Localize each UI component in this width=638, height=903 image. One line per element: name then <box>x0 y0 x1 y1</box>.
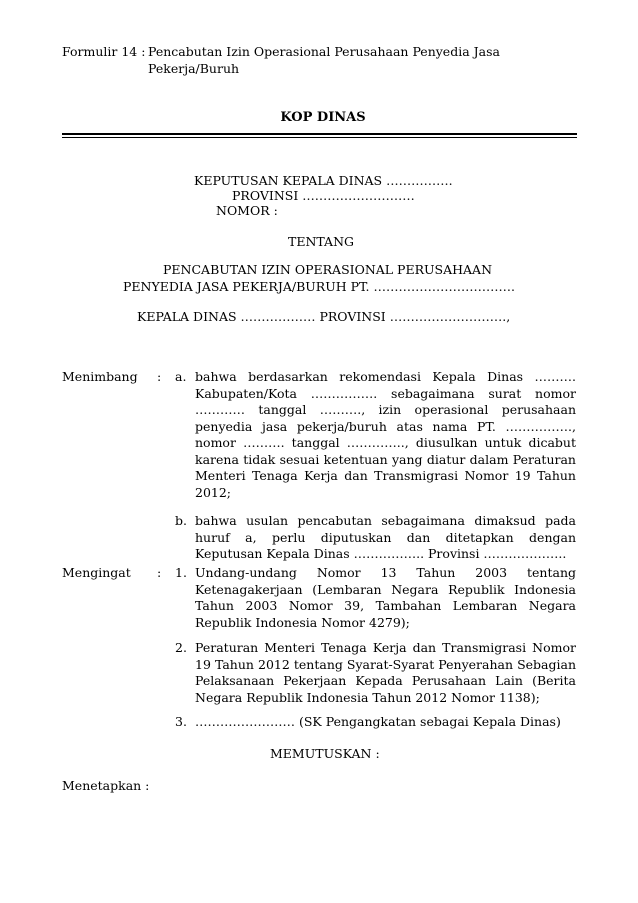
text-line: Keputusan Kepala Dinas …………….. Provinsi ……………….. <box>195 546 567 561</box>
kop-dinas-text: KOP DINAS <box>280 110 366 125</box>
memutuskan-heading: MEMUTUSKAN : <box>270 746 380 761</box>
mengingat-item-3 <box>195 714 576 731</box>
menimbang-item-a-number: a. <box>175 369 187 384</box>
text-line: bahwa berdasarkan rekomendasi Kepala Dinas ………. <box>195 369 576 384</box>
text-line: Menteri Tenaga Kerja dan Transmigrasi Nomor 19 Tahun <box>195 468 576 483</box>
menimbang-item-b-number: b. <box>175 513 187 528</box>
letterhead-rule-thin <box>62 137 577 138</box>
kop-dinas-heading <box>0 110 638 127</box>
subject-line-1: PENCABUTAN IZIN OPERASIONAL PERUSAHAAN <box>163 262 493 277</box>
text-line: huruf a, perlu diputuskan dan ditetapkan dengan <box>195 529 576 545</box>
mengingat-item-1 <box>195 565 576 631</box>
decree-title-line-1: KEPUTUSAN KEPALA DINAS ……………. <box>194 173 453 188</box>
kepala-dinas-line: KEPALA DINAS ……………… PROVINSI ………………………., <box>137 309 511 324</box>
mengingat-item-2 <box>195 640 576 706</box>
decree-title-line-2: PROVINSI ……………………… <box>232 188 415 203</box>
form-number-label: Formulir 14 : <box>62 44 146 59</box>
letterhead-rule-thick <box>62 133 577 135</box>
text-line: …………………… (SK Pengangkatan sebagai Kepala Dinas) <box>195 714 561 729</box>
mengingat-colon: : <box>157 565 162 580</box>
tentang-heading: TENTANG <box>288 234 355 249</box>
text-line: penyedia jasa pekerja/buruh atas nama PT. ……………., <box>195 418 576 434</box>
text-line: bahwa usulan pencabutan sebagaimana dimaksud pada <box>195 513 576 528</box>
text-line: Undang-undang Nomor 13 Tahun 2003 tentang <box>195 565 576 580</box>
text-line: Kabupaten/Kota ……………. sebagaimana surat nomor <box>195 385 576 401</box>
menimbang-colon: : <box>157 369 162 384</box>
text-line: Republik Indonesia Nomor 4279); <box>195 614 410 630</box>
mengingat-item-1-number: 1. <box>175 565 187 580</box>
text-line: 2012; <box>195 484 232 500</box>
menimbang-item-a <box>195 369 576 501</box>
text-line: Ketenagakerjaan (Lembaran Negara Republik Indonesia <box>195 581 576 597</box>
text-line: 19 Tahun 2012 tentang Syarat-Syarat Penyerahan Sebagian <box>195 656 576 672</box>
mengingat-label: Mengingat <box>62 565 131 580</box>
text-line: Negara Republik Indonesia Tahun 2012 Nomor 1138); <box>195 689 540 705</box>
menimbang-label: Menimbang <box>62 369 138 384</box>
form-title-line-1: Pencabutan Izin Operasional Perusahaan Penyedia Jasa <box>148 44 500 59</box>
menimbang-item-b <box>195 513 576 563</box>
menetapkan-label: Menetapkan : <box>62 778 150 793</box>
mengingat-item-2-number: 2. <box>175 640 187 655</box>
text-line: Tahun 2003 Nomor 39, Tambahan Lembaran Negara <box>195 598 576 613</box>
text-line: nomor ………. tanggal ………….., diusulkan untuk dicabut <box>195 435 576 450</box>
text-line: karena tidak sesuai ketentuan yang diatur dalam Peraturan <box>195 451 576 467</box>
text-line: Pelaksanaan Pekerjaan Kepada Perusahaan Lain (Berita <box>195 673 576 688</box>
form-title-line-2: Pekerja/Buruh <box>148 61 240 76</box>
text-line: Peraturan Menteri Tenaga Kerja dan Transmigrasi Nomor <box>195 640 576 655</box>
text-line: ………… tanggal ………., izin operasional perusahaan <box>195 402 576 417</box>
subject-line-2: PENYEDIA JASA PEKERJA/BURUH PT. ……………………………. <box>123 279 515 294</box>
decree-number: NOMOR : <box>216 203 278 218</box>
mengingat-item-3-number: 3. <box>175 714 187 729</box>
